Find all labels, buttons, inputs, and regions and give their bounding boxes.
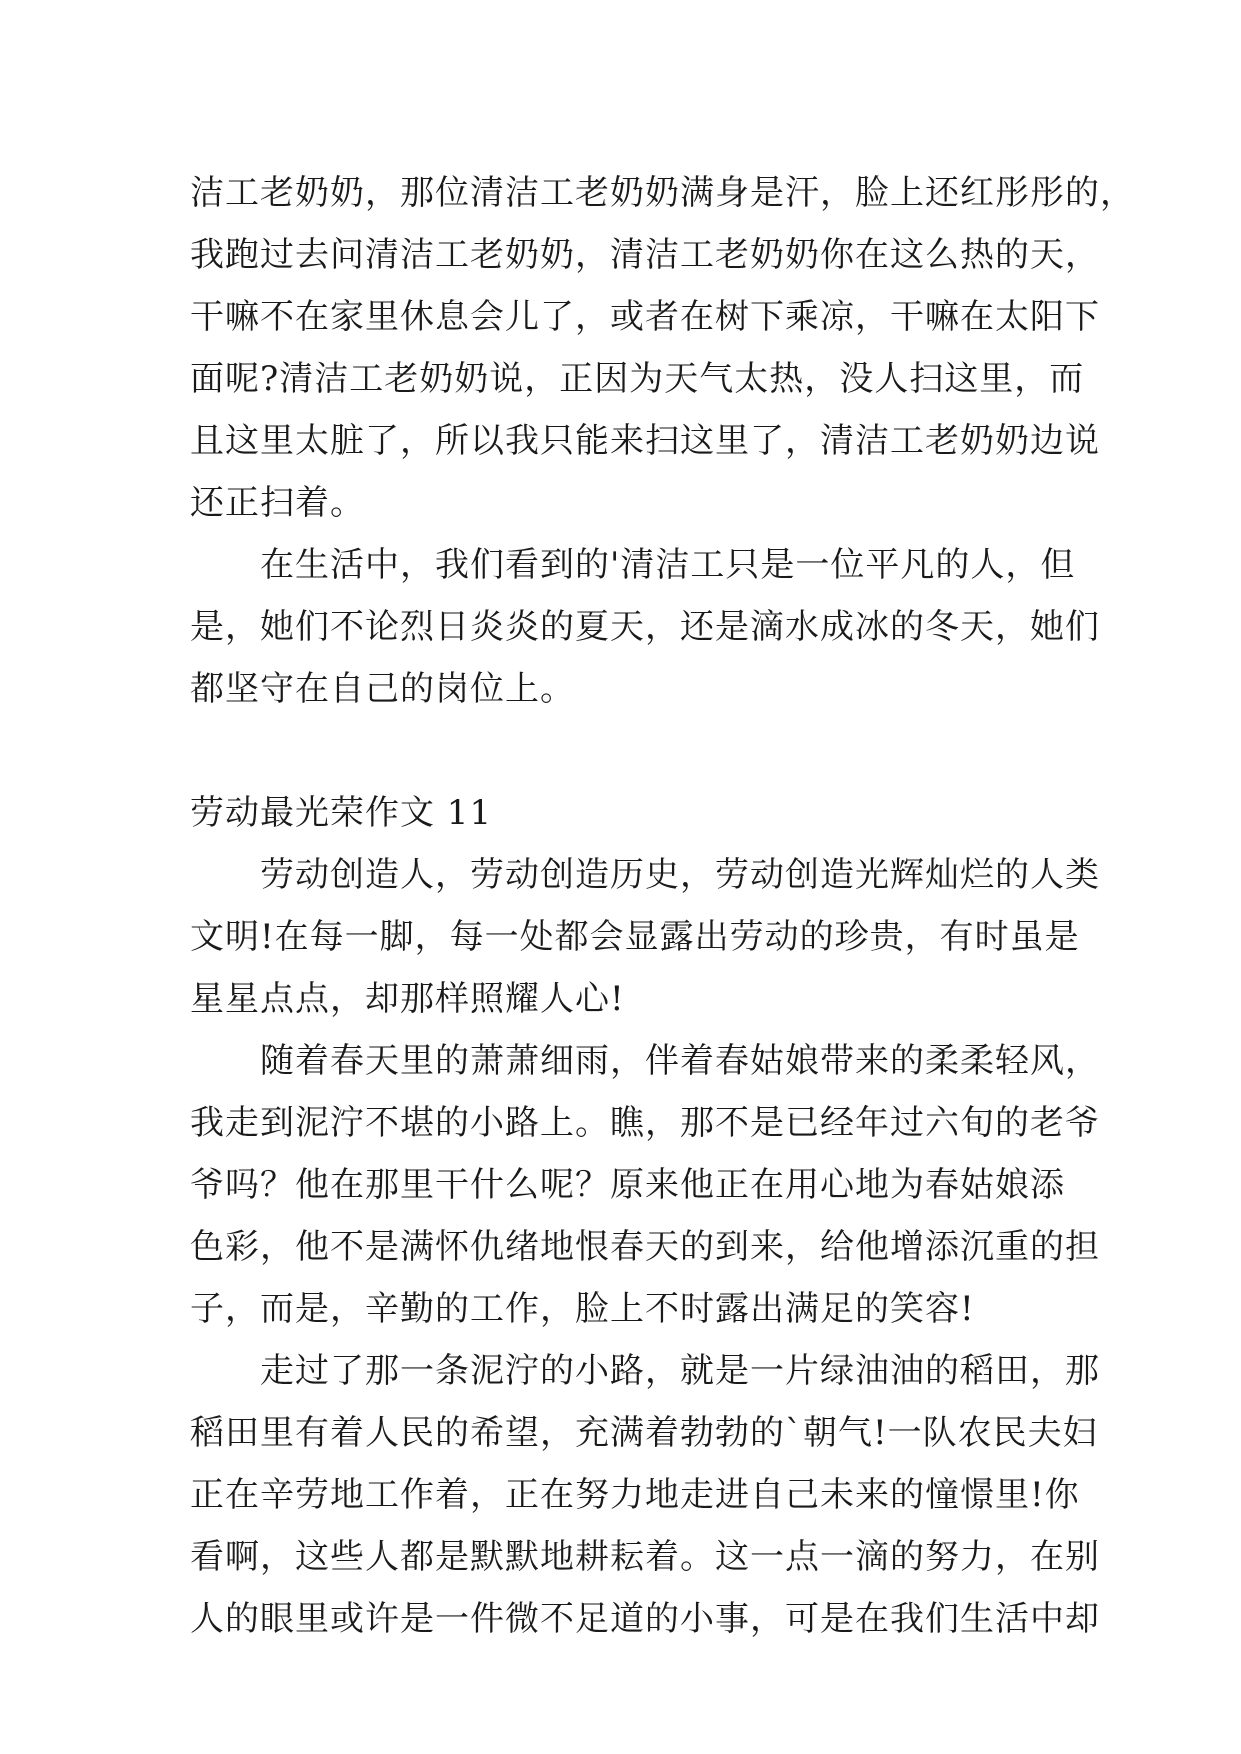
text-line: 是，她们不论烈日炎炎的夏天，还是滴水成冰的冬天，她们 xyxy=(190,607,1100,647)
document-body xyxy=(190,162,1135,1650)
section-divider xyxy=(190,720,1070,782)
text-line: 还正扫着。 xyxy=(190,483,365,523)
text-line: 稻田里有着人民的希望，充满着勃勃的`朝气!一队农民夫妇 xyxy=(190,1413,1098,1453)
text-line: 星星点点，却那样照耀人心! xyxy=(190,979,625,1019)
text-line: 都坚守在自己的岗位上。 xyxy=(190,669,575,709)
text-line: 走过了那一条泥泞的小路，就是一片绿油油的稻田，那 xyxy=(190,1351,1100,1391)
text-line: 色彩，他不是满怀仇绪地恨春天的到来，给他增添沉重的担 xyxy=(190,1227,1100,1267)
section-heading: 劳动最光荣作文 11 xyxy=(190,793,493,833)
text-line: 我跑过去问清洁工老奶奶，清洁工老奶奶你在这么热的天， xyxy=(190,235,1100,275)
text-line: 随着春天里的萧萧细雨，伴着春姑娘带来的柔柔轻风， xyxy=(190,1041,1100,1081)
text-line: 我走到泥泞不堪的小路上。瞧，那不是已经年过六旬的老爷 xyxy=(190,1103,1100,1143)
section-1 xyxy=(190,162,1135,720)
text-line: 干嘛不在家里休息会儿了，或者在树下乘凉，干嘛在太阳下 xyxy=(190,297,1100,337)
text-line: 洁工老奶奶，那位清洁工老奶奶满身是汗，脸上还红彤彤的， xyxy=(190,173,1135,213)
text-line: 面呢?清洁工老奶奶说，正因为天气太热，没人扫这里，而 xyxy=(190,359,1085,399)
text-line: 在生活中，我们看到的'清洁工只是一位平凡的人，但 xyxy=(190,545,1076,585)
text-line: 人的眼里或许是一件微不足道的小事，可是在我们生活中却 xyxy=(190,1599,1100,1639)
section-2 xyxy=(190,782,1100,1650)
text-line: 文明!在每一脚，每一处都会显露出劳动的珍贵，有时虽是 xyxy=(190,917,1080,957)
text-line: 爷吗？他在那里干什么呢？原来他正在用心地为春姑娘添 xyxy=(190,1165,1065,1205)
text-line: 正在辛劳地工作着，正在努力地走进自己未来的憧憬里!你 xyxy=(190,1475,1080,1515)
text-line: 看啊，这些人都是默默地耕耘着。这一点一滴的努力，在别 xyxy=(190,1537,1100,1577)
text-line: 且这里太脏了，所以我只能来扫这里了，清洁工老奶奶边说 xyxy=(190,421,1100,461)
text-line: 子，而是，辛勤的工作，脸上不时露出满足的笑容! xyxy=(190,1289,975,1329)
text-line: 劳动创造人，劳动创造历史，劳动创造光辉灿烂的人类 xyxy=(190,855,1100,895)
